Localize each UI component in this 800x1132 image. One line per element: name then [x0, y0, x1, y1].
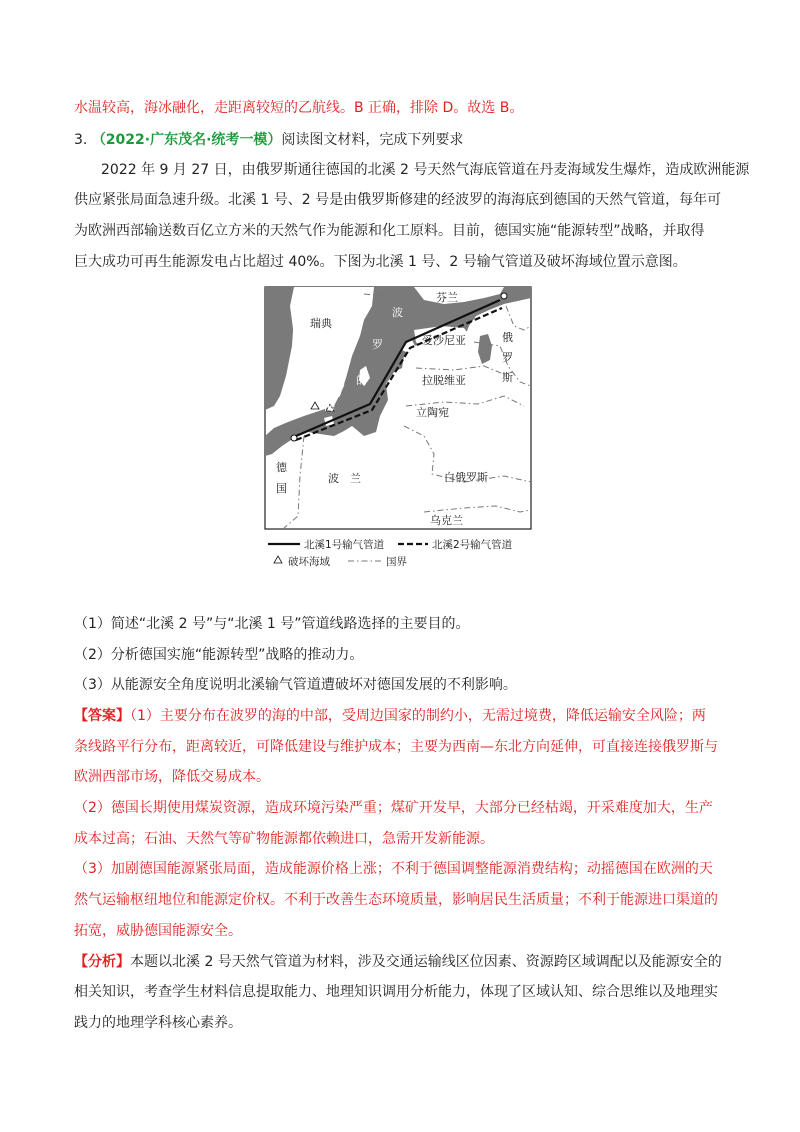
pipeline-start-point	[291, 435, 297, 441]
answer-tag: 【答案】	[74, 708, 130, 724]
answer-line-1	[74, 706, 734, 726]
passage-line-3: 为欧洲西部输送数百亿立方米的天然气作为能源和化工原料。目前，德国实施“能源转型”战略，并取得	[74, 223, 705, 239]
nord-stream-map	[264, 286, 534, 586]
label-germany: 德	[276, 461, 287, 474]
question-instruction: 阅读图文材料，完成下列要求	[281, 132, 464, 148]
answer-line-5: 成本过高；石油、天然气等矿物能源都依赖进口，急需开发新能源。	[74, 831, 494, 847]
sub-question-1: （1）简述“北溪 2 号”与“北溪 1 号”管道线路选择的主要目的。	[74, 616, 470, 632]
legend-damage-label: 破坏海域	[288, 556, 330, 568]
label-ukraine: 乌克兰	[430, 514, 463, 527]
label-lithuania: 立陶宛	[416, 406, 449, 419]
analysis-tag: 【分析】	[74, 954, 130, 970]
passage-line-1: 2022 年 9 月 27 日，由俄罗斯通往德国的北溪 2 号天然气海底管道在丹麦海域发生爆炸，造成欧洲能源	[101, 162, 750, 178]
legend-ns1-label: 北溪1号输气管道	[304, 539, 385, 551]
label-finland: 芬兰	[436, 291, 458, 304]
answer-line-2: 条线路平行分布，距离较近，可降低建设与维护成本；主要为西南—东北方向延伸，可直接连接俄罗斯与	[74, 739, 718, 755]
analysis-text: 本题以北溪 2 号天然气管道为材料，涉及交通运输线区位因素、资源跨区域调配以及能源安全的	[130, 954, 722, 970]
legend-damage-swatch	[274, 556, 282, 563]
passage-line-2: 供应紧张局面急速升级。北溪 1 号、2 号是由俄罗斯修建的经波罗的海海底到德国的天然气管道，每年可	[74, 192, 722, 208]
label-germany: 国	[276, 482, 287, 495]
label-russia: 俄	[502, 331, 513, 344]
answer-line-6: （3）加剧德国能源紧张局面，造成能源价格上涨；不利于德国调整能源消费结构；动摇德国在欧洲的天	[74, 861, 713, 877]
pipeline-end-point	[501, 293, 507, 299]
label-baltic-sea: 罗	[372, 338, 383, 351]
label-sweden: 瑞典	[310, 317, 332, 330]
analysis-line-2: 相关知识，考查学生材料信息提取能力、地理知识调用分析能力，体现了区域认知、综合思维以及地理实	[74, 984, 718, 1000]
label-estonia: 爱沙尼亚	[422, 334, 466, 347]
map-legend	[268, 538, 513, 568]
label-poland: 波 兰	[328, 472, 361, 485]
previous-answer-text: 水温较高，海冰融化，走距离较短的乙航线。B 正确，排除 D。故选 B。	[74, 100, 524, 116]
sub-question-2: （2）分析德国实施“能源转型”战略的推动力。	[74, 647, 364, 663]
sub-question-3: （3）从能源安全角度说明北溪输气管道遭破坏对德国发展的不利影响。	[74, 677, 517, 693]
answer-line-7: 然气运输枢纽地位和能源定价权。不利于改善生态环境质量，影响居民生活质量；不利于能源进口渠道的	[74, 892, 718, 908]
label-latvia: 拉脱维亚	[422, 374, 466, 387]
label-russia: 斯	[502, 371, 513, 384]
analysis-line-1	[74, 952, 734, 972]
legend-border-label: 国界	[386, 556, 407, 568]
answer-text: （1）主要分布在波罗的海的中部，受周边国家的制约小，无需过境费，降低运输安全风险；两	[130, 708, 706, 724]
label-baltic-sea: 波	[392, 306, 403, 319]
question-number: 3.	[74, 132, 88, 148]
question-header	[74, 130, 734, 150]
label-baltic-sea: 的	[356, 374, 367, 387]
answer-line-4: （2）德国长期使用煤炭资源，造成环境污染严重；煤矿开发早，大部分已经枯竭，开采难度加大，生产	[74, 800, 713, 816]
legend-ns2-label: 北溪2号输气管道	[432, 539, 513, 551]
label-belarus: 白俄罗斯	[444, 471, 488, 484]
analysis-line-3: 践力的地理学科核心素养。	[74, 1015, 242, 1031]
label-russia: 罗	[502, 351, 513, 364]
question-source: （2022·广东茂名·统考一模）	[91, 132, 282, 148]
label-baltic-sea: 海	[324, 400, 335, 413]
passage-line-4: 巨大成功可再生能源发电占比超过 40%。下图为北溪 1 号、2 号输气管道及破坏海域位置示意图。	[74, 254, 687, 270]
answer-line-8: 拓宽，威胁德国能源安全。	[74, 923, 242, 939]
answer-line-3: 欧洲西部市场，降低交易成本。	[74, 769, 270, 785]
